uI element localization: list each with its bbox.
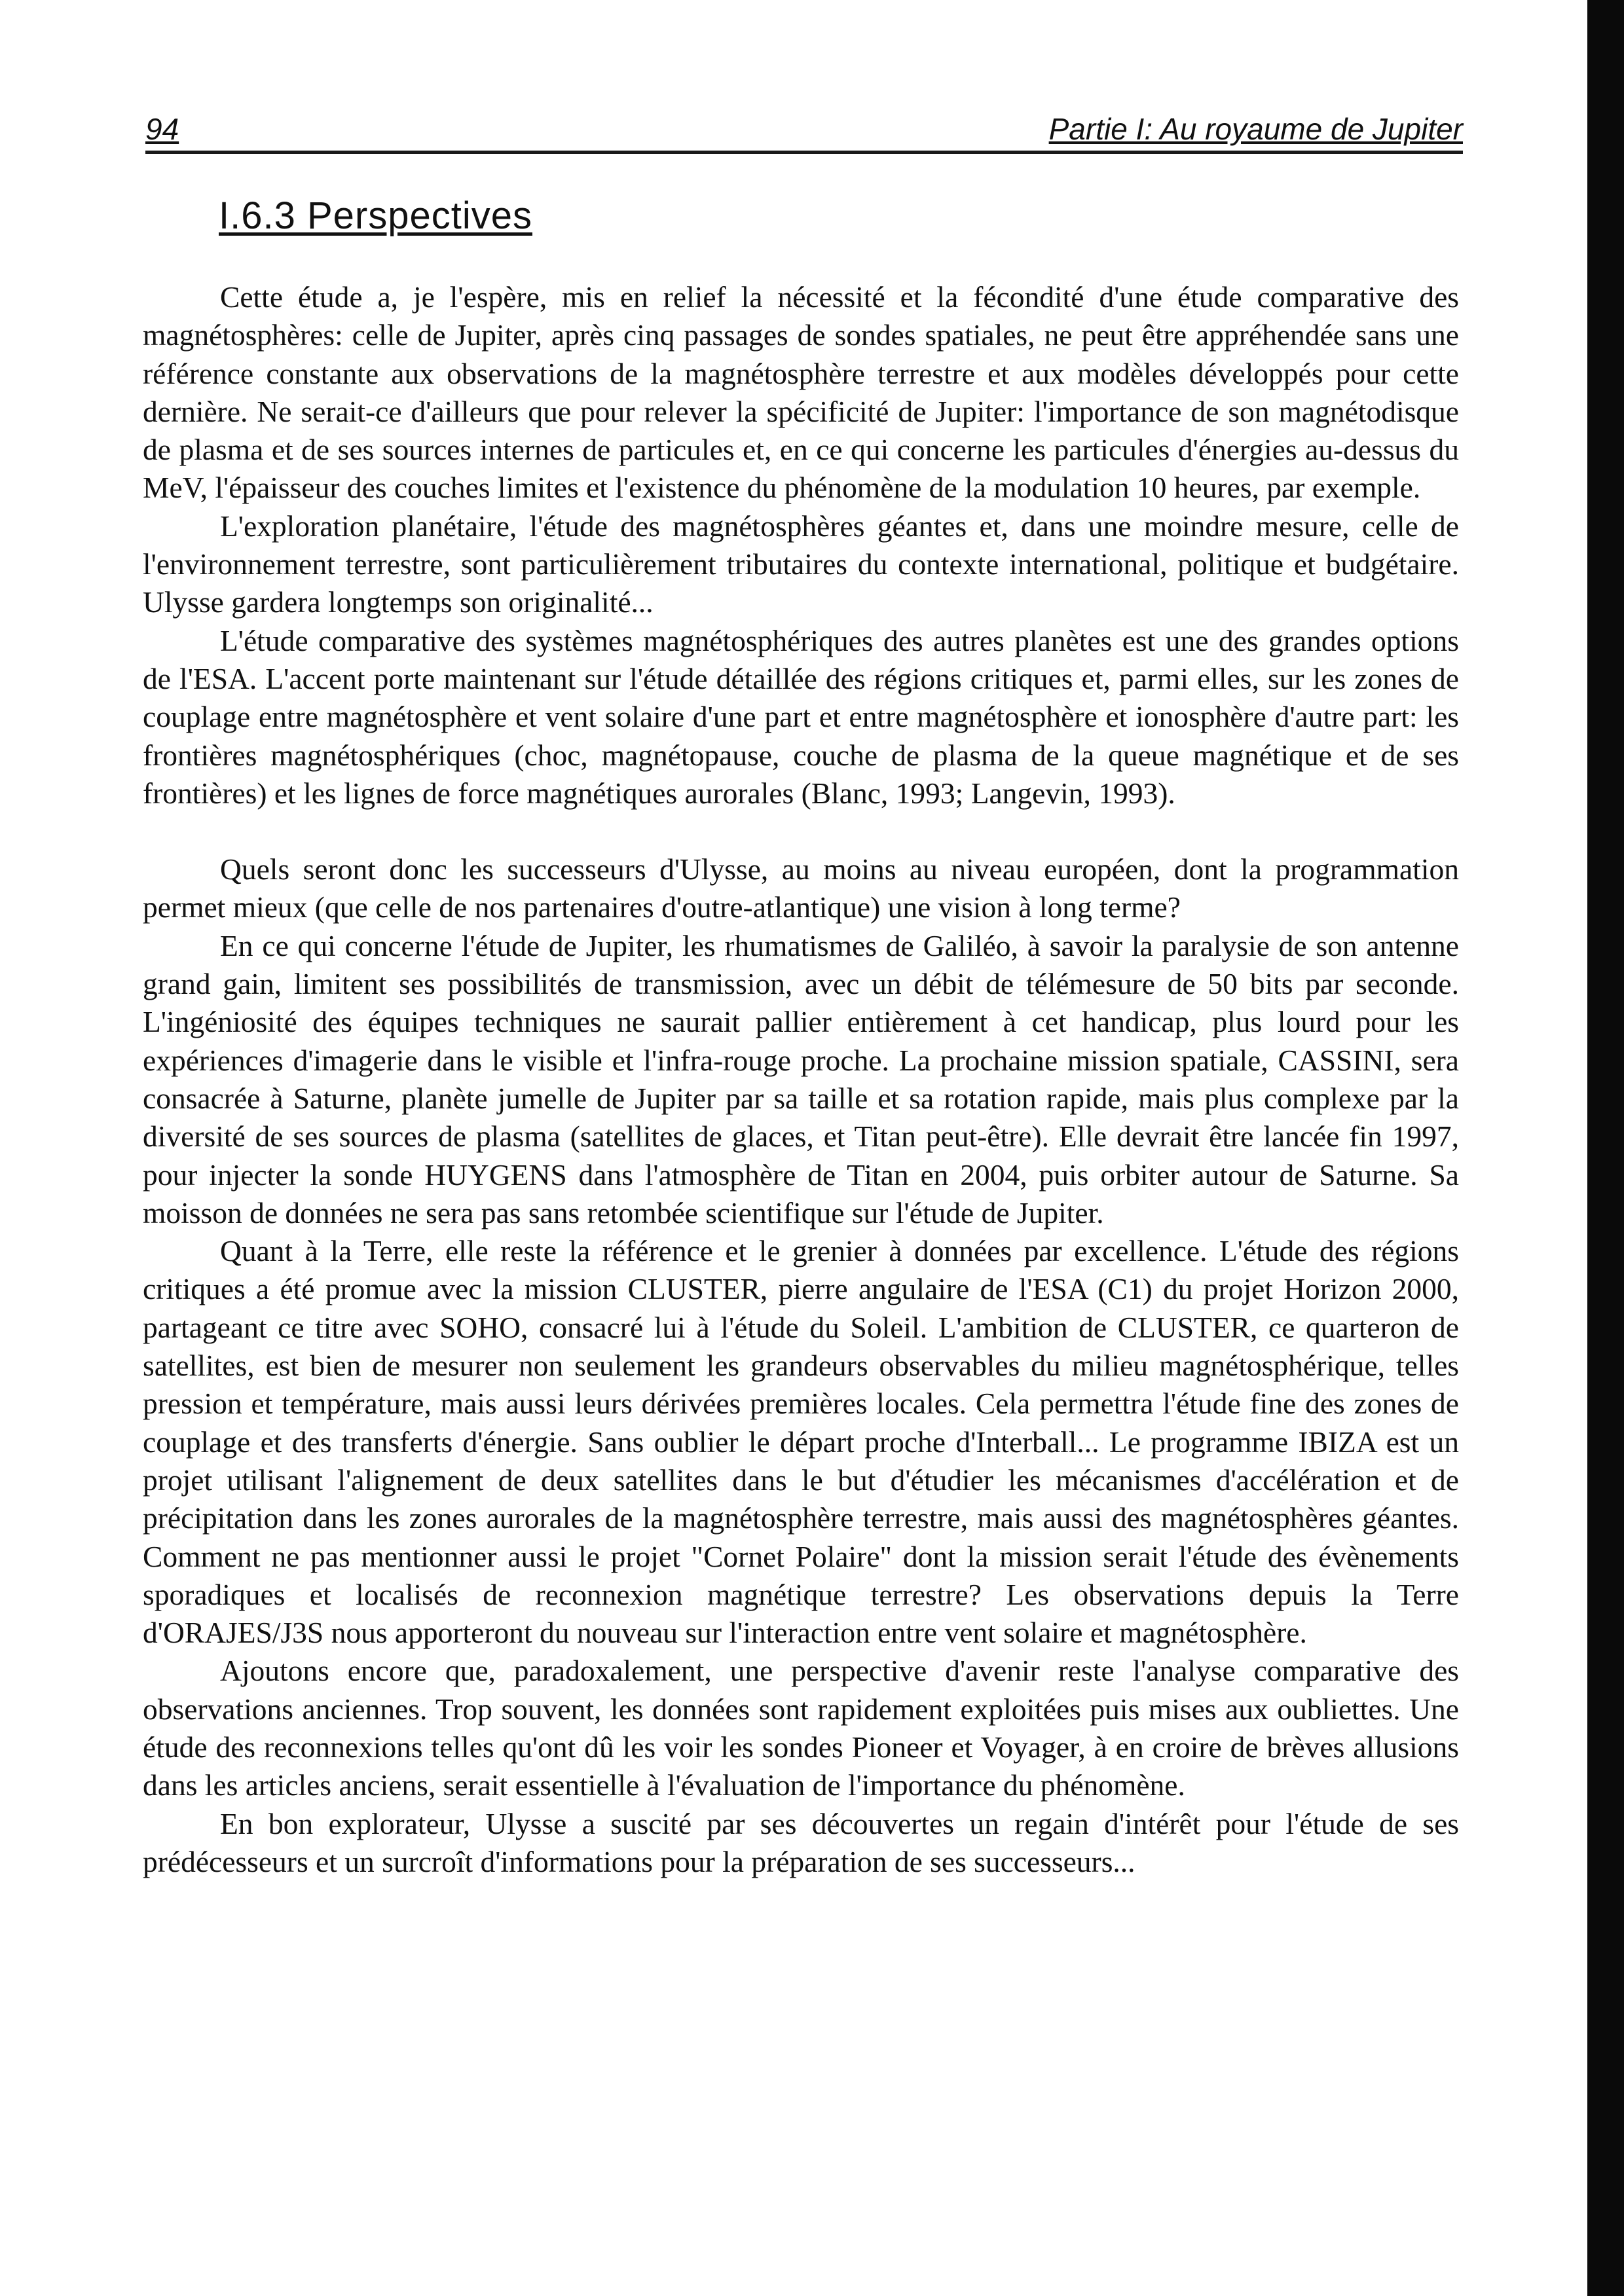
- scan-border: [1587, 0, 1624, 2296]
- paragraph: L'exploration planétaire, l'étude des magnétosphères géantes et, dans une moindre mesure, celle de l'environnement terrestre, sont particulièrement tributaires du contexte international, politique et budgétaire. Ulysse gardera longtemps son originalité...: [143, 509, 1459, 619]
- running-title: Partie I: Au royaume de Jupiter: [1048, 112, 1463, 146]
- paragraph: En ce qui concerne l'étude de Jupiter, les rhumatismes de Galiléo, à savoir la paralysie de son antenne grand gain, limitent ses possibilités de transmission, avec un débit de télémesure de 50 bits par seconde. L'ingéniosité des équipes techniques ne saurait pallier entièrement à cet handicap, plus lourd pour les expériences d'imagerie dans le visible et l'infra-rouge proche. La prochaine mission spatiale, CASSINI, sera consacrée à Saturne, planète jumelle de Jupiter par sa taille et sa rotation rapide, mais plus complexe par la diversité de ses sources de plasma (satellites de glaces, et Titan peut-être). Elle devrait être lancée fin 1997, pour injecter la sonde HUYGENS dans l'atmosphère de Titan en 2004, puis orbiter autour de Saturne. Sa moisson de données ne sera pas sans retombée scientifique sur l'étude de Jupiter.: [143, 928, 1459, 1230]
- paragraph: Quant à la Terre, elle reste la référence et le grenier à données par excellence. L'étude des régions critiques a été promue avec la mission CLUSTER, pierre angulaire de l'ESA (C1) du projet Horizon 2000, partageant ce titre avec SOHO, consacré lui à l'étude du Soleil. L'ambition de CLUSTER, ce quarteron de satellites, est bien de mesurer non seulement les grandeurs observables du milieu magnétosphérique, telles pression et température, mais aussi leurs dérivées premières locales. Cela permettra l'étude fine des zones de couplage et des transferts d'énergie. Sans oublier le départ proche d'Interball... Le programme IBIZA est un projet utilisant l'alignement de deux satellites dans le but d'étudier les mécanismes d'accélération et de précipitation dans les zones aurorales de la magnétosphère terrestre, mais aussi des magnétosphères géantes. Comment ne pas mentionner aussi le projet "Cornet Polaire" dont la mission serait l'étude des évènements sporadiques et localisés de reconnexion magnétique terrestre? Les observations depuis la Terre d'ORAJES/J3S nous apporteront du nouveau sur l'interaction entre vent solaire et magnétosphère.: [143, 1234, 1459, 1650]
- body-text: [143, 278, 1459, 1881]
- paragraph: En bon explorateur, Ulysse a suscité par ses découvertes un regain d'intérêt pour l'étude de ses prédécesseurs et un surcroît d'informations pour la préparation de ses successeurs...: [143, 1806, 1459, 1878]
- paragraph: Quels seront donc les successeurs d'Ulysse, au moins au niveau européen, dont la programmation permet mieux (que celle de nos partenaires d'outre-atlantique) une vision à long terme?: [143, 852, 1459, 924]
- paragraph: Cette étude a, je l'espère, mis en relief la nécessité et la fécondité d'une étude comparative des magnétosphères: celle de Jupiter, après cinq passages de sondes spatiales, ne peut être appréhendée sans une référence constante aux observations de la magnétosphère terrestre et aux modèles développés pour cette dernière. Ne serait-ce d'ailleurs que pour relever la spécificité de Jupiter: l'importance de son magnétodisque de plasma et de ses sources internes de particules et, en ce qui concerne les particules d'énergies au-dessus du MeV, l'épaisseur des couches limites et l'existence du phénomène de la modulation 10 heures, par exemple.: [143, 280, 1459, 505]
- section-heading: I.6.3 Perspectives: [219, 194, 532, 237]
- page-number: 94: [145, 112, 179, 146]
- running-header: [145, 110, 1463, 154]
- paragraph: L'étude comparative des systèmes magnétosphériques des autres planètes est une des grandes options de l'ESA. L'accent porte maintenant sur l'étude détaillée des régions critiques et, parmi elles, sur les zones de couplage entre magnétosphère et vent solaire d'une part et entre magnétosphère et ionosphère d'autre part: les frontières magnétosphériques (choc, magnétopause, couche de plasma de la queue magnétique et de ses frontières) et les lignes de force magnétiques aurorales (Blanc, 1993; Langevin, 1993).: [143, 623, 1459, 810]
- paragraph: Ajoutons encore que, paradoxalement, une perspective d'avenir reste l'analyse comparative des observations anciennes. Trop souvent, les données sont rapidement exploitées puis mises aux oubliettes. Une étude des reconnexions telles qu'ont dû les voir les sondes Pioneer et Voyager, à en croire de brèves allusions dans les articles anciens, serait essentielle à l'évaluation de l'importance du phénomène.: [143, 1654, 1459, 1802]
